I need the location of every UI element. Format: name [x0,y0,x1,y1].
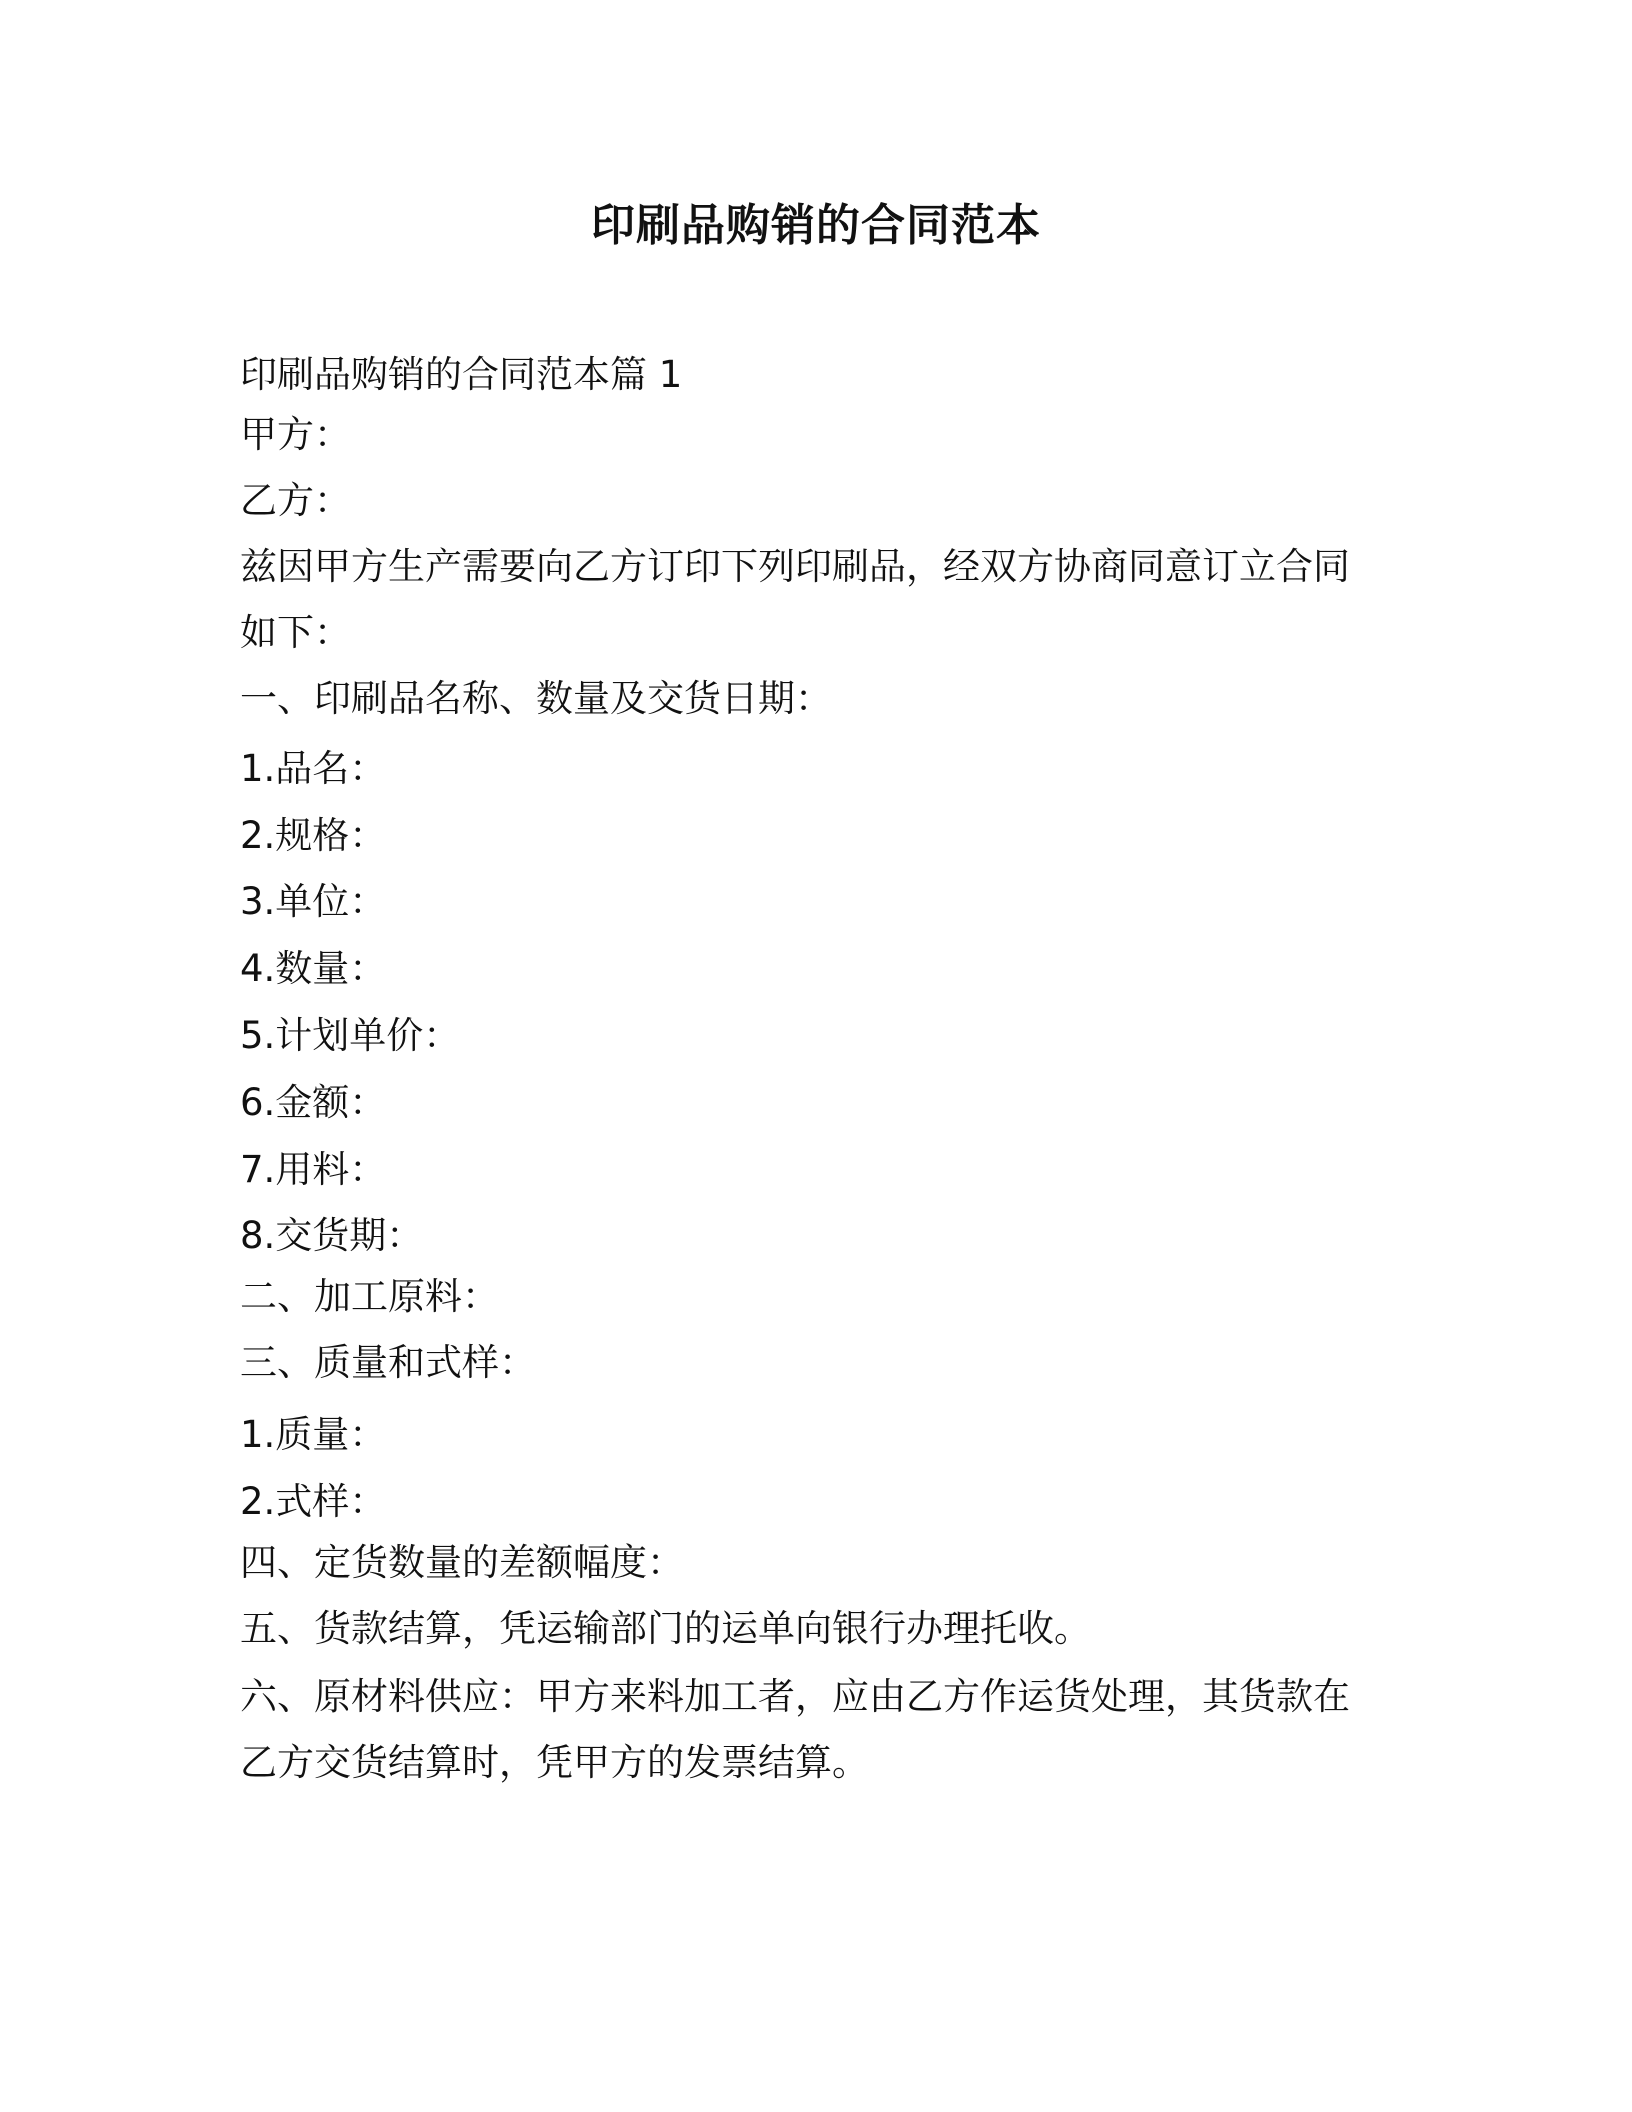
clause-1-item-1: 1.品名： [240,747,387,790]
clause-1-item-4: 4.数量： [240,947,387,990]
clause-1-item-8: 8.交货期： [240,1214,424,1257]
clause-3-heading: 三、质量和式样： [240,1341,536,1384]
document-title: 印刷品购销的合同范本 [591,200,1041,251]
clause-6-line-2: 乙方交货结算时，凭甲方的发票结算。 [240,1741,869,1784]
clause-3-item-2: 2.式样： [240,1480,387,1523]
clause-1-item-7: 7.用料： [240,1148,387,1191]
clause-1-item-6: 6.金额： [240,1081,387,1124]
clause-4-heading: 四、定货数量的差额幅度： [240,1541,684,1584]
clause-1-item-5: 5.计划单价： [240,1014,461,1057]
party-a-line: 甲方： [240,413,351,456]
clause-1-item-2: 2.规格： [240,814,387,857]
clause-3-item-1: 1.质量： [240,1413,387,1456]
clause-5-heading: 五、货款结算，凭运输部门的运单向银行办理托收。 [240,1607,1091,1650]
clause-2-heading: 二、加工原料： [240,1275,499,1318]
intro-paragraph-line-1: 兹因甲方生产需要向乙方订印下列印刷品，经双方协商同意订立合同 [240,545,1350,588]
clause-6-line-1: 六、原材料供应：甲方来料加工者，应由乙方作运货处理，其货款在 [240,1675,1350,1718]
intro-paragraph-line-2: 如下： [240,611,351,654]
clause-1-heading: 一、印刷品名称、数量及交货日期： [240,677,832,720]
section-subtitle: 印刷品购销的合同范本篇 1 [240,353,683,396]
party-b-line: 乙方： [240,479,351,522]
clause-1-item-3: 3.单位： [240,880,387,923]
